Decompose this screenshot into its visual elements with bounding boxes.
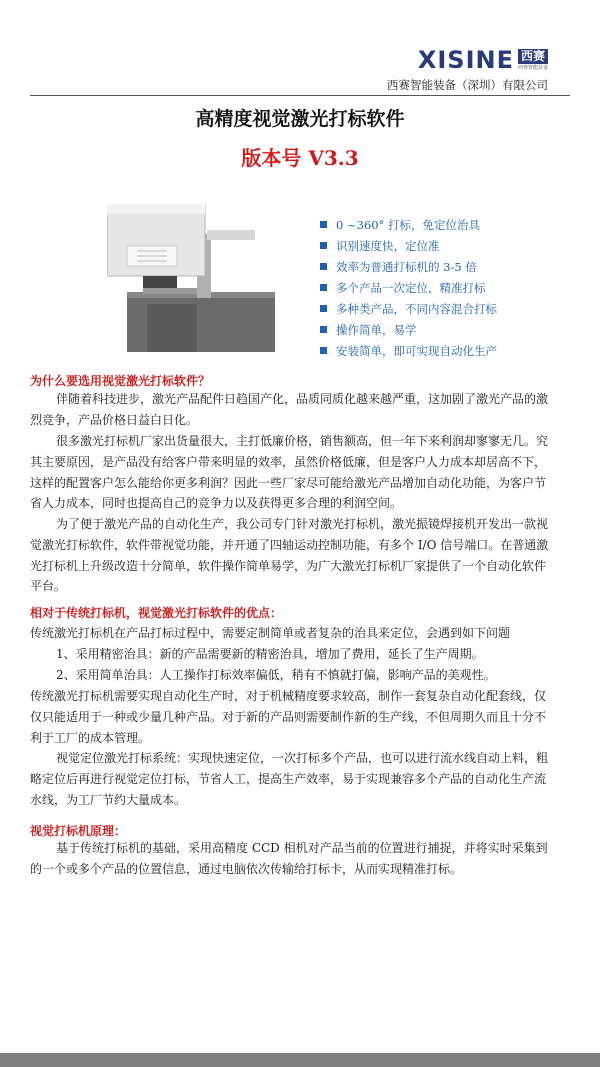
paragraph: 伴随着科技进步，激光产品配件日趋国产化，品质同质化越来越严重，这加剧了激光产品的激烈竞争，产品价格日益白日化。 — [30, 392, 549, 427]
feature-item: 多种类产品，不同内容混合打标 — [320, 298, 497, 319]
square-bullet-icon — [320, 284, 327, 291]
feature-item: 操作简单，易学 — [320, 319, 497, 340]
list-item: 2、采用简单治具：人工操作打标效率偏低，稍有不慎就打偏，影响产品的美观性。 — [56, 668, 496, 682]
paragraph: 为了便于激光产品的自动化生产，我公司专门针对激光打标机，激光振镜焊接机开发出一款视觉激光打标软件，软件带视觉功能，并开通了四轴运动控制功能，有多个 I/O 信号端口。在普通激光打标机上升级改造十分简单，软件操作简单易学，为广大激光打标机厂家提供了一个自动化软件平台。 — [30, 517, 549, 594]
square-bullet-icon — [320, 221, 327, 228]
logo-badge — [518, 49, 548, 71]
feature-item: 0 ~360° 打标，免定位治具 — [320, 214, 497, 235]
feature-item: 效率为普通打标机的 3-5 倍 — [320, 256, 497, 277]
section-heading-principle: 视觉打标机原理： — [30, 824, 127, 838]
paragraph: 传统激光打标机在产品打标过程中，需要定制简单或者复杂的治具来定位，会遇到如下问题 — [30, 626, 511, 640]
section-heading-why: 为什么要选用视觉激光打标软件？ — [30, 374, 211, 388]
laser-machine-image — [107, 204, 287, 354]
feature-list — [320, 214, 497, 361]
paragraph: 视觉定位激光打标系统：实现快速定位，一次打标多个产品，也可以进行流水线自动上料，粗略定位后再进行视觉定位打标，节省人工，提高生产效率，易于实现兼容多个产品的自动化生产流水线，为工厂节约大量成本。 — [30, 751, 549, 807]
square-bullet-icon — [320, 263, 327, 270]
logo-text: XISINE — [417, 46, 514, 74]
square-bullet-icon — [320, 305, 327, 312]
footer-bar — [0, 1053, 600, 1067]
section-heading-advantages: 相对于传统打标机，视觉激光打标软件的优点： — [30, 606, 283, 620]
page-title: 高精度视觉激光打标软件 — [195, 108, 405, 130]
feature-item: 识别速度快，定位准 — [320, 235, 497, 256]
square-bullet-icon — [320, 326, 327, 333]
logo-sub: 西赛智能装备 — [517, 65, 548, 71]
list-item: 1、采用精密治具：新的产品需要新的精密治具，增加了费用，延长了生产周期。 — [56, 647, 484, 661]
paragraph: 基于传统打标机的基础，采用高精度 CCD 相机对产品当前的位置进行捕捉，并将实时采集到的一个或多个产品的位置信息，通过电脑依次传输给打标卡，从而实现精准打标。 — [30, 841, 548, 876]
paragraph: 很多激光打标机厂家出货量很大，主打低廉价格，销售额高，但一年下来利润却寥寥无几。究其主要原因，是产品没有给客户带来明显的效率，虽然价格低廉，但是客户人力成本却居高不下，这样的配置客户怎么能给你更多利润？因此一些厂家尽可能给激光产品增加自动化功能，为客户节省人力成本，同时也提高自己的竞争力以及获得更多合理的利润空间。 — [30, 434, 549, 511]
header-divider — [30, 95, 570, 96]
company-name: 西赛智能装备（深圳）有限公司 — [387, 78, 548, 92]
feature-item: 多个产品一次定位，精准打标 — [320, 277, 497, 298]
feature-item: 安装简单，即可实现自动化生产 — [320, 340, 497, 361]
square-bullet-icon — [320, 242, 327, 249]
logo-cn: 西赛 — [518, 49, 548, 64]
company-logo — [418, 46, 548, 74]
paragraph: 传统激光打标机需要实现自动化生产时，对于机械精度要求较高，制作一套复杂自动化配套线，仅仅只能适用于一种或少量几种产品。对于新的产品则需要制作新的生产线，不但周期久而且十分不利于工厂的成本管理。 — [30, 689, 547, 745]
version-label: 版本号 V3.3 — [241, 146, 359, 170]
square-bullet-icon — [320, 347, 327, 354]
